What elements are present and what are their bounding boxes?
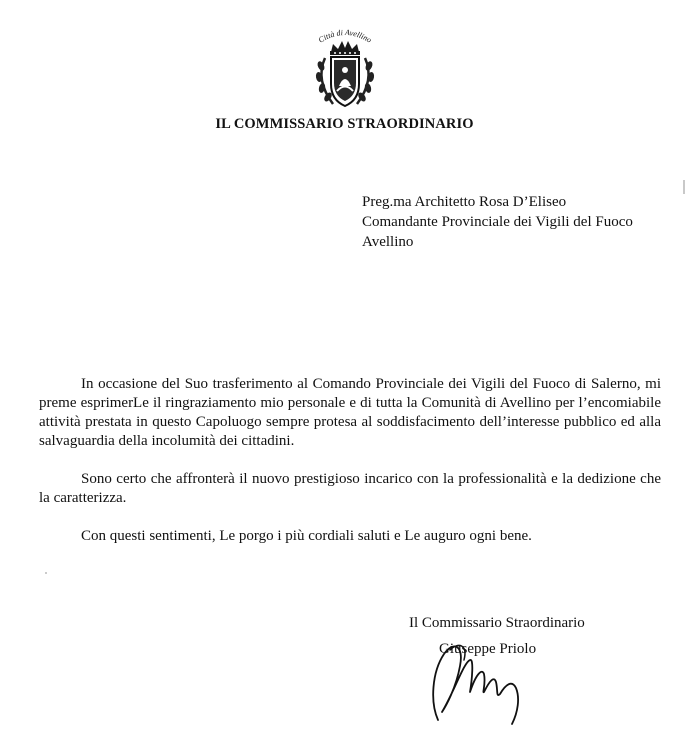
issuer-title: IL COMMISSARIO STRAORDINARIO <box>215 116 474 132</box>
handwritten-signature <box>424 632 544 732</box>
signatory-title: Il Commissario Straordinario <box>409 615 585 631</box>
addressee-line-city: Avellino <box>362 234 414 250</box>
body-paragraph-1: In occasione del Suo trasferimento al Comando Provinciale dei Vigili del Fuoco di Salerno, mi preme esprimerLe il ringraziamento mio personale e di tutta la Comunità di Avellino per l’encomiabile attività prestata in questo Capoluogo sempre protesa al soddisfacimento dell’interesse pubblico ed alla salvaguardia della incolumità dei cittadini. <box>39 376 661 449</box>
addressee-block <box>362 192 633 252</box>
addressee-line-role: Comandante Provinciale dei Vigili del Fuoco <box>362 214 633 230</box>
letter-body <box>39 375 661 546</box>
addressee-line-salutation: Preg.ma Architetto Rosa D’Eliseo <box>362 194 567 210</box>
crest-icon <box>309 22 381 112</box>
crest-caption: Città di Avellino <box>316 27 374 45</box>
city-crest-emblem <box>309 22 381 112</box>
svg-text:Città di Avellino <box>317 28 373 45</box>
scan-speck <box>45 572 47 574</box>
signatory-name: Giuseppe Priolo <box>439 641 537 657</box>
body-paragraph-3: Con questi sentimenti, Le porgo i più cordiali saluti e Le auguro ogni bene. <box>81 528 532 544</box>
scan-edge-mark <box>683 180 685 194</box>
body-paragraph-2: Sono certo che affronterà il nuovo prestigioso incarico con la professionalità e la dedizione che la caratterizza. <box>39 471 661 506</box>
